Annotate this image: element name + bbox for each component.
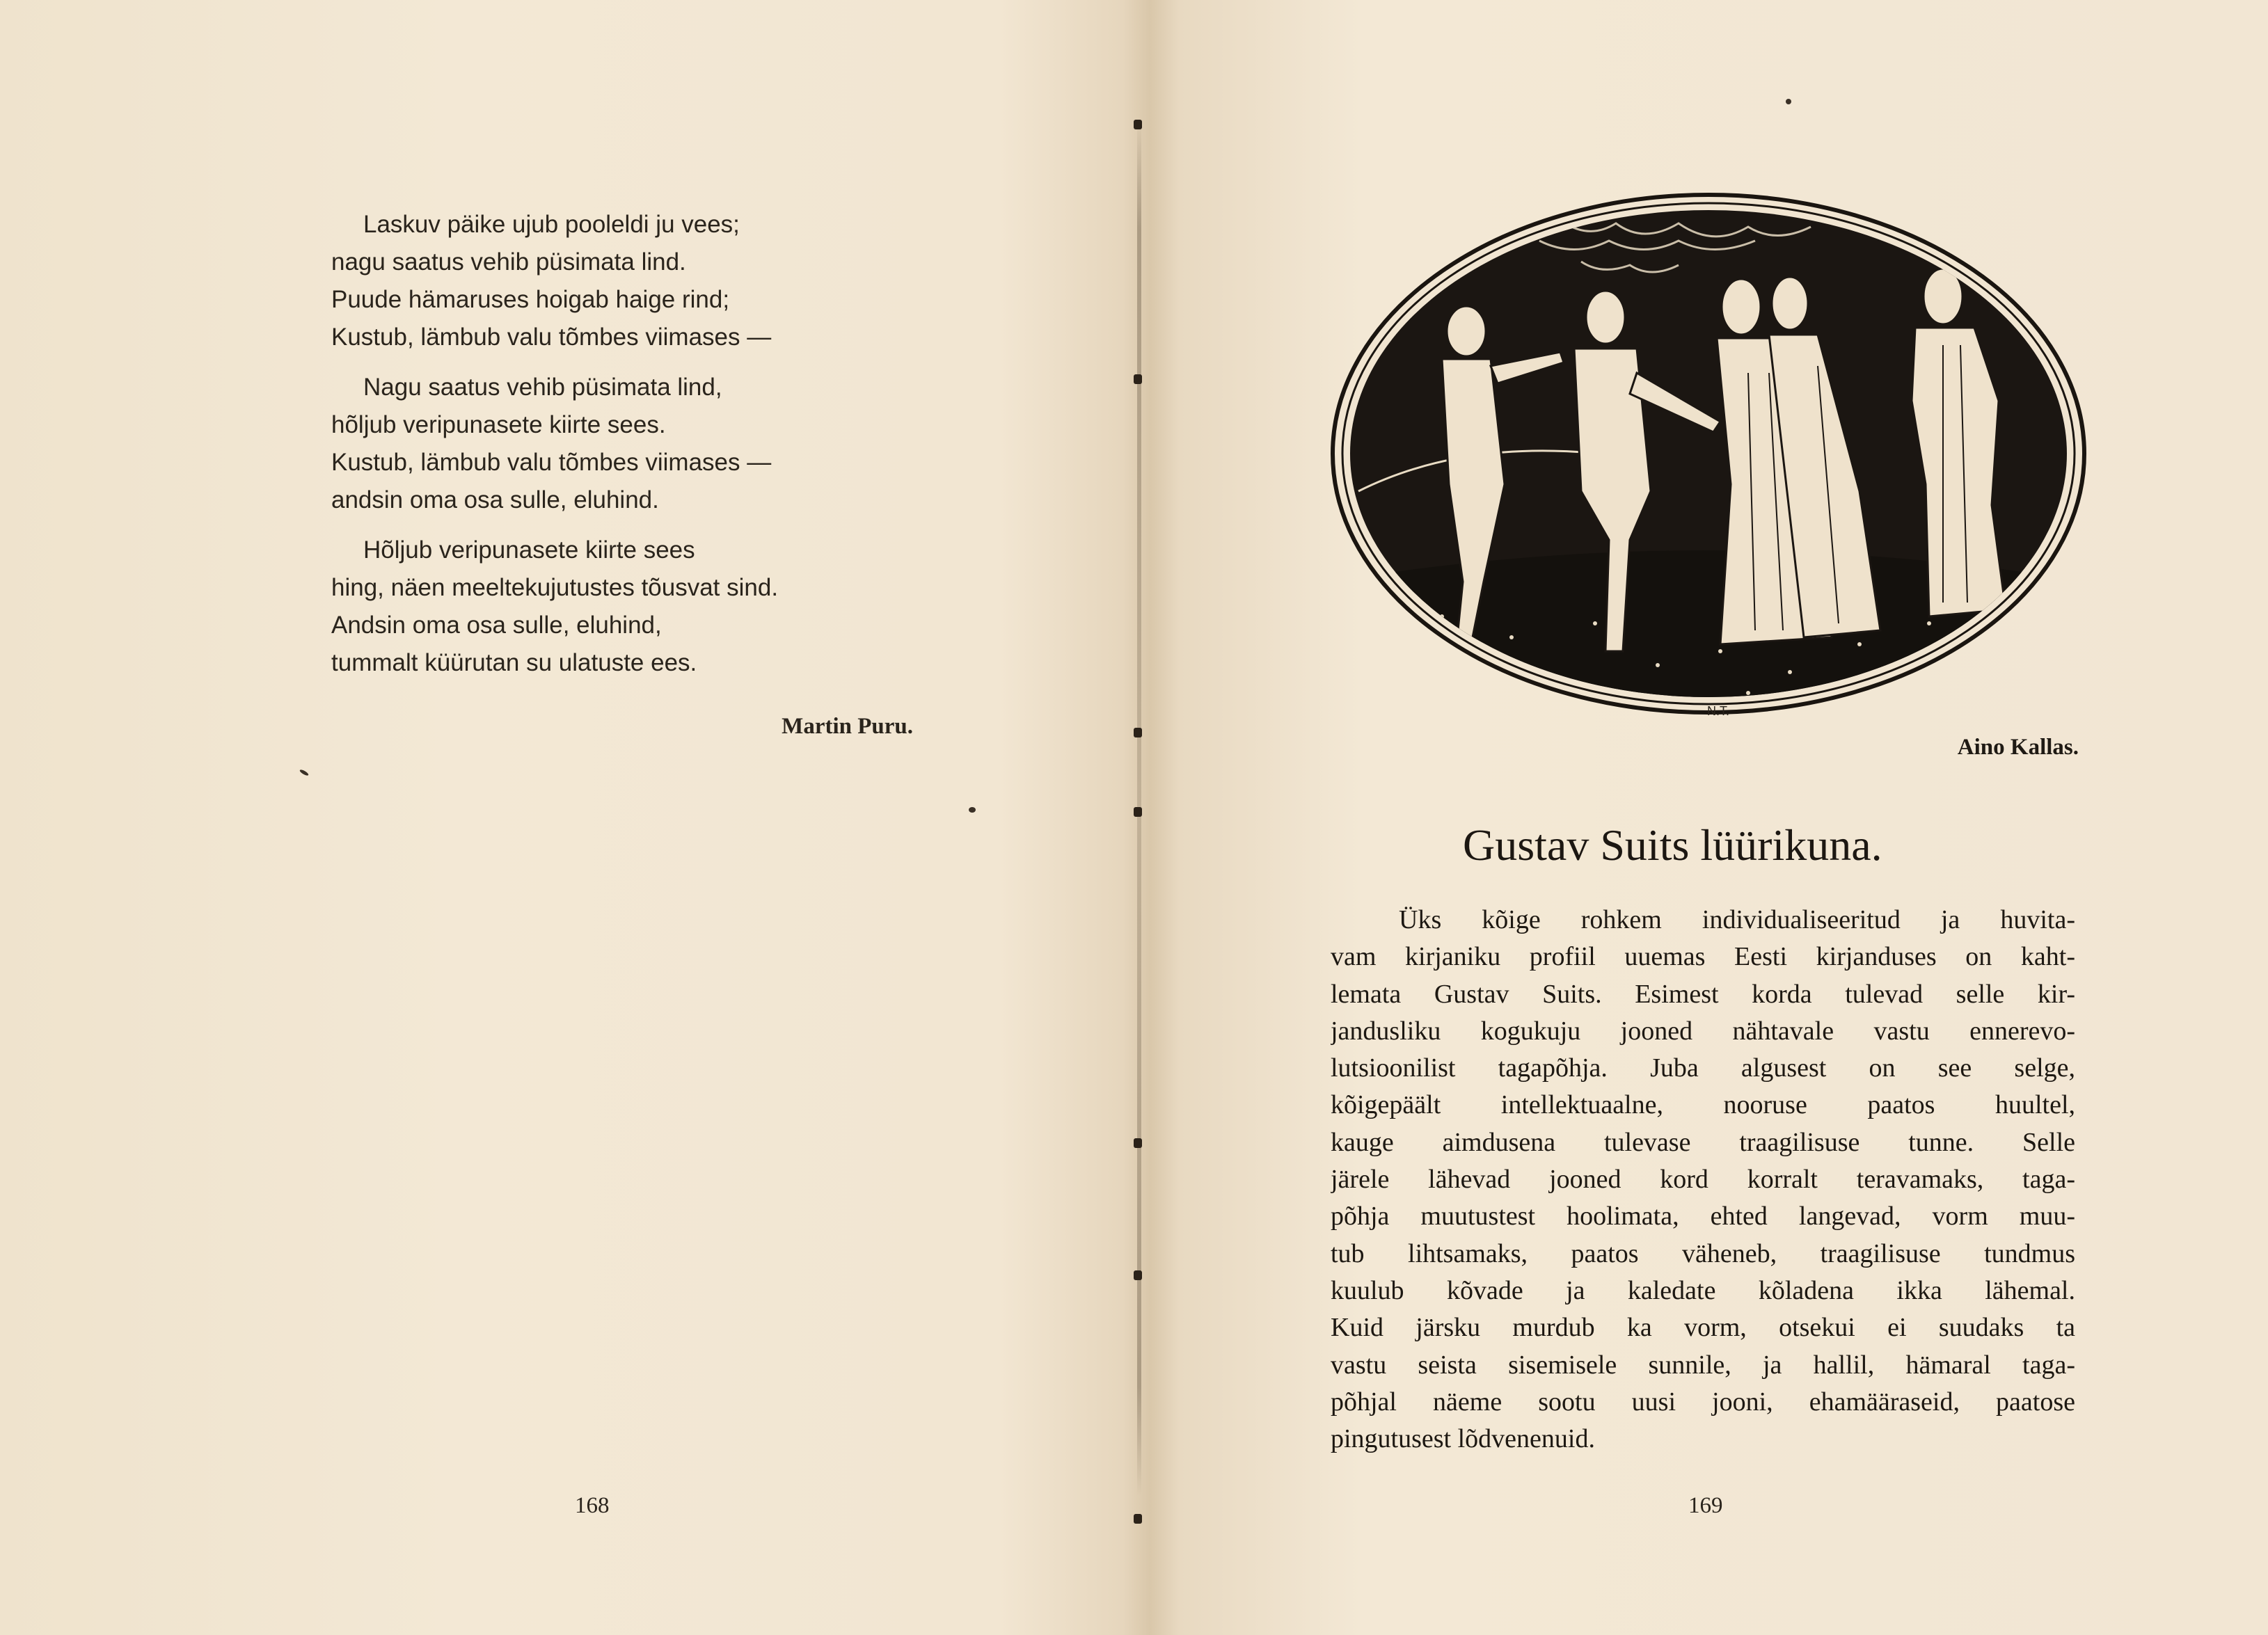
body-line: põhjal näeme sootu uusi jooni, ehamääraseid, paatose: [1331, 1387, 2075, 1417]
illustration-signature: N.T.: [1707, 704, 1730, 718]
right-page: [1134, 0, 2268, 1635]
poem-line: Andsin oma osa sulle, eluhind,: [331, 612, 662, 639]
body-line: kuulub kõvade ja kaledate kõladena ikka lähemal.: [1331, 1275, 2075, 1305]
ink-speck: [299, 769, 310, 776]
poem-line: tummalt küürutan su ulatuste ees.: [331, 649, 697, 676]
body-line: jandusliku kogukuju jooned nähtavale vastu ennerevo-: [1331, 1016, 2075, 1046]
poem-line: Hõljub veripunasete kiirte sees: [363, 536, 695, 564]
body-line: lutsioonilist tagapõhja. Juba algusest on see selge,: [1331, 1053, 2075, 1083]
page-number-left: 168: [575, 1493, 610, 1518]
poem-author: Martin Puru.: [782, 714, 913, 739]
poem-line: Kustub, lämbub valu tõmbes viimases —: [331, 324, 772, 351]
body-line: tub lihtsamaks, paatos väheneb, traagilisuse tundmus: [1331, 1238, 2075, 1268]
body-line: kauge aimdusena tulevase traagilisuse tunne. Selle: [1331, 1127, 2075, 1157]
article-title: Gustav Suits lüürikuna.: [1463, 820, 1882, 870]
ink-speck: [1786, 99, 1791, 104]
poem-line: Laskuv päike ujub pooleldi ju vees;: [363, 211, 740, 238]
poem-line: andsin oma osa sulle, eluhind.: [331, 486, 659, 513]
poem-line: hõljub veripunasete kiirte sees.: [331, 411, 666, 438]
body-line: vam kirjaniku profiil uuemas Eesti kirjanduses on kaht-: [1331, 942, 2075, 972]
body-line: põhja muutustest hoolimata, ehted langevad, vorm muu-: [1331, 1202, 2075, 1231]
page-number-right: 169: [1688, 1493, 1723, 1518]
article-author: Aino Kallas.: [1957, 735, 2079, 760]
body-line: pingutusest lõdvenenuid.: [1331, 1424, 1595, 1454]
poem: [331, 206, 888, 694]
body-line: kõigepäält intellektuaalne, nooruse paatos huultel,: [1331, 1090, 2075, 1120]
poem-line: Puude hämaruses hoigab haige rind;: [331, 286, 730, 313]
body-line: järele lähevad jooned kord korralt teravamaks, taga-: [1331, 1165, 2075, 1195]
body-line: lemata Gustav Suits. Esimest korda tulevad selle kir-: [1331, 979, 2075, 1009]
body-line: Kuid järsku murdub ka vorm, otsekui ei suudaks ta: [1331, 1313, 2075, 1343]
poem-line: hing, näen meeltekujutustes tõusvat sind.: [331, 574, 779, 601]
poem-stanza-2: [331, 369, 888, 519]
poem-stanza-1: [331, 206, 888, 356]
article-body: [1331, 902, 2075, 1458]
poem-line: Nagu saatus vehib püsimata lind,: [363, 374, 722, 401]
body-line: Üks kõige rohkem individualiseeritud ja huvita-: [1399, 905, 2075, 934]
poem-line: Kustub, lämbub valu tõmbes viimases —: [331, 449, 772, 476]
poem-stanza-3: [331, 532, 888, 682]
ink-speck: [969, 807, 976, 813]
oval-illustration: [1331, 192, 2086, 715]
body-line: vastu seista sisemisele sunnile, ja hallil, hämaral taga-: [1331, 1350, 2075, 1380]
poem-line: nagu saatus vehib püsimata lind.: [331, 248, 686, 276]
